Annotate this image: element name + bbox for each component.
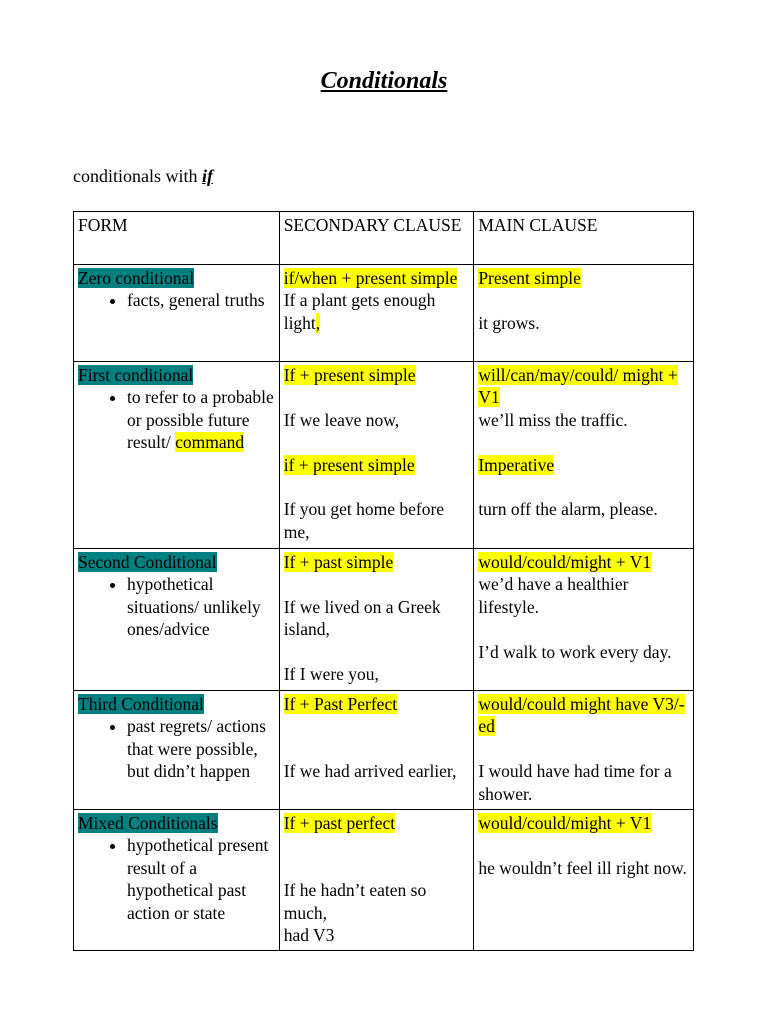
secondary-cell [279, 549, 474, 691]
secondary-example: If a plant gets enough light [283, 290, 436, 333]
main-cell [474, 265, 694, 362]
table-row [74, 549, 694, 691]
table-row [74, 691, 694, 810]
form-description: • facts, general truths [127, 289, 276, 311]
table-row [74, 362, 694, 549]
form-name: Third Conditional [78, 694, 204, 714]
main-rule: will/can/may/could/ might + V1 [478, 365, 678, 408]
secondary-cell [279, 362, 474, 549]
page-title: Conditionals [320, 68, 448, 94]
secondary-rule: If + past perfect [283, 813, 396, 834]
table-row [74, 810, 694, 951]
secondary-example: If you get home before me, [283, 499, 445, 542]
form-name: Second Conditional [78, 552, 217, 572]
secondary-example: If he hadn’t eaten so much, [283, 880, 427, 923]
main-rule: Imperative [478, 454, 555, 475]
main-cell [474, 549, 694, 691]
secondary-cell [279, 691, 474, 810]
secondary-example: If we leave now, [283, 409, 400, 430]
secondary-rule: if + present simple [283, 454, 415, 475]
main-cell [474, 691, 694, 810]
form-description: • hypothetical situations/ unlikely ones/advice [127, 573, 276, 640]
header-form: FORM [74, 212, 280, 265]
secondary-cell [279, 265, 474, 362]
main-rule: would/could might have V3/-ed [478, 694, 685, 737]
main-rule: Present simple [478, 268, 581, 288]
form-cell [74, 362, 280, 549]
main-example: I’d walk to work every day. [478, 641, 672, 662]
main-example: it grows. [478, 312, 540, 333]
header-secondary-clause: SECONDARY CLAUSE [279, 212, 474, 265]
main-example: he wouldn’t feel ill right now. [478, 857, 687, 878]
secondary-rule: If + past simple [283, 552, 394, 572]
main-example: we’d have a healthier lifestyle. [478, 574, 629, 617]
secondary-example: If I were you, [283, 664, 379, 684]
form-cell [74, 265, 280, 362]
main-example: we’ll miss the traffic. [478, 409, 628, 430]
conditionals-table [73, 211, 694, 951]
form-cell [74, 691, 280, 810]
form-cell [74, 549, 280, 691]
secondary-example: If we had arrived earlier, [283, 761, 457, 782]
main-cell [474, 362, 694, 549]
secondary-punct: , [315, 312, 321, 333]
form-cell [74, 810, 280, 951]
header-main-clause: MAIN CLAUSE [474, 212, 694, 265]
main-rule: would/could/might + V1 [478, 813, 652, 834]
main-example: I would have had time for a shower. [478, 761, 672, 804]
form-description: • past regrets/ actions that were possible, but didn’t happen [127, 715, 276, 782]
main-cell [474, 810, 694, 951]
form-name: Zero conditional [78, 268, 195, 288]
form-description: • to refer to a probable or possible future result/ command [127, 386, 276, 453]
form-name: First conditional [78, 365, 194, 385]
main-example: turn off the alarm, please. [478, 499, 658, 520]
form-name: Mixed Conditionals [78, 813, 218, 834]
table-header-row [74, 212, 694, 265]
subtitle [73, 166, 213, 187]
subtitle-keyword: if [202, 166, 213, 186]
main-rule: would/could/might + V1 [478, 552, 652, 572]
secondary-rule: if/when + present simple [283, 268, 458, 288]
secondary-rule: If + Past Perfect [283, 694, 398, 714]
secondary-note: had V3 [283, 925, 335, 946]
table-row [74, 265, 694, 362]
secondary-example: If we lived on a Greek island, [283, 596, 441, 640]
secondary-cell [279, 810, 474, 951]
subtitle-text: conditionals with [73, 166, 202, 186]
form-description-highlight: command [175, 432, 245, 453]
form-description: • hypothetical present result of a hypothetical past action or state [127, 834, 276, 924]
secondary-rule: If + present simple [283, 365, 416, 385]
